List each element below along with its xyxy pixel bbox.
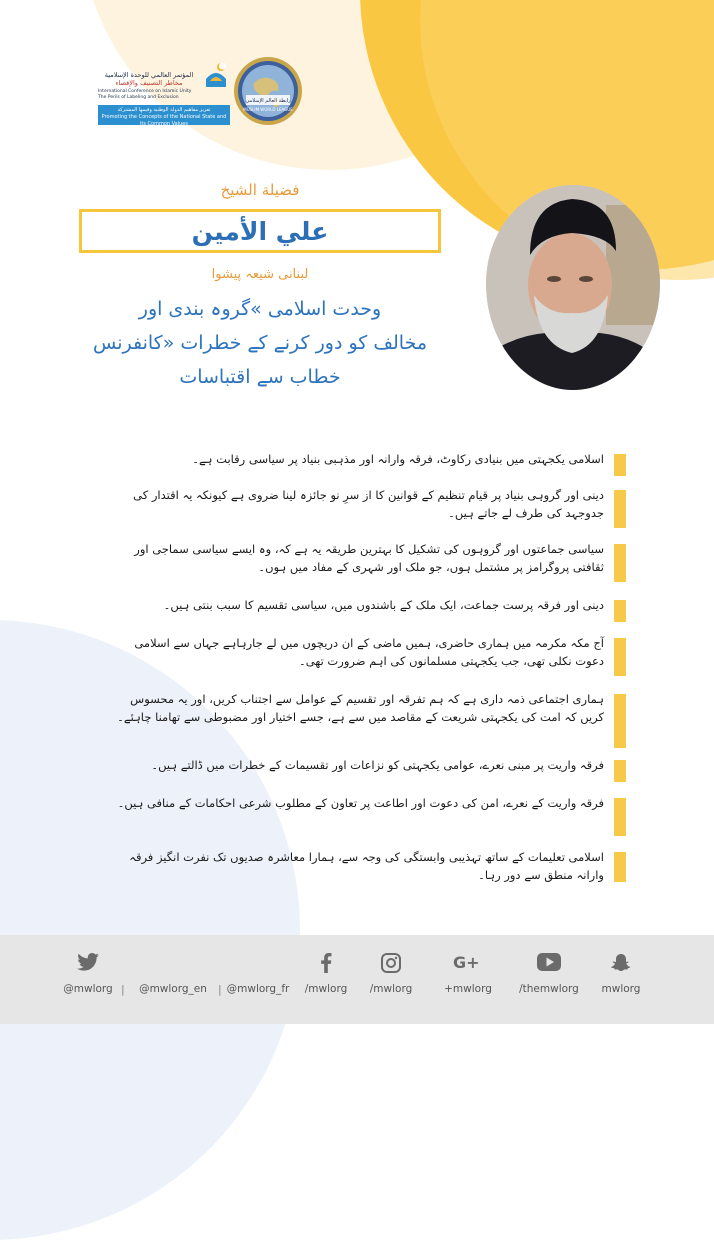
speaker-photo <box>486 185 660 390</box>
muslim-world-league-logo <box>232 55 304 127</box>
list-item: ہماری اجتماعی ذمہ داری ہے کہ ہم تفرقہ اور تقسیم کے عوامل سے اجتناب کریں، اور یہ محسوس کریں کہ امت کی یکجہتی شریعت کے مقاصد میں سے ہے، جسے اختیار اور مضبوطی سے تھامنا چاہئے۔ <box>110 690 626 756</box>
separator: | <box>121 983 125 996</box>
honorific: فضيلة الشيخ <box>220 181 300 199</box>
twitter-link[interactable] <box>58 935 118 1024</box>
quote-marker <box>614 694 626 748</box>
conference-title-ar: المؤتمر العالمي للوحدة الإسلامية مخاطر التصنيف والإقصاء <box>104 71 194 87</box>
list-item: آج مکہ مکرمہ میں ہماری حاضری، ہمیں ماضی کے ان دریچوں میں لے جارہاہے جہاں سے اسلامی دعوت نکلی تھی، جب یکجہتی مسلمانوں کی اہم ضرورت تھی۔ <box>110 634 626 690</box>
instagram-link[interactable] <box>360 935 422 1024</box>
snapchat-handle: mwlorg <box>601 983 641 995</box>
facebook-link[interactable] <box>296 935 356 1024</box>
google-plus-icon <box>453 953 483 971</box>
youtube-link[interactable] <box>512 935 586 1024</box>
list-item: اسلامی تعلیمات کے ساتھ تہذیبی وابستگی کی وجہ سے، ہمارا معاشرہ صدیوں تک نفرت انگیز فرقہ وارانہ منطق سے دور رہا۔ <box>110 848 626 888</box>
conference-logo <box>98 55 227 127</box>
quote-marker <box>614 600 626 622</box>
snapchat-link[interactable] <box>592 935 650 1024</box>
svg-text:رابطة العالم الإسلامي: رابطة العالم الإسلامي <box>245 98 291 104</box>
conference-banner: تعزيز مفاهيم الدولة الوطنية وقيمها المشتركة Promoting the Concepts of the National State and its Common Values <box>98 105 230 125</box>
quote-marker <box>614 798 626 836</box>
list-item: فرقہ واریت پر مبنی نعرے، عوامی یکجہتی کو نزاعات اور تقسیمات کے خطرات میں ڈالتے ہیں۔ <box>110 756 626 794</box>
google-plus-link[interactable] <box>434 935 502 1024</box>
speaker-name: علي الأمين <box>191 216 329 246</box>
title-block <box>70 175 450 394</box>
list-item: اسلامی یکجہتی میں بنیادی رکاوٹ، فرقہ وارانہ اور مذہبی بنیاد پر سیاسی رقابت ہے۔ <box>110 450 626 486</box>
header-logos <box>92 55 312 130</box>
page-heading: وحدت اسلامی »گروہ بندی اور مخالف کو دور کرنے کے خطرات «کانفرنس خطاب سے اقتباسات <box>92 298 428 388</box>
instagram-icon <box>381 953 401 973</box>
list-item: فرقہ واریت کے نعرے، امن کی دعوت اور اطاعت پر تعاون کے مطلوب شرعی احکامات کے منافی ہیں۔ <box>110 794 626 848</box>
quote-marker <box>614 544 626 582</box>
instagram-handle: /mwlorg <box>369 983 413 995</box>
quote-marker <box>614 638 626 676</box>
quote-marker <box>614 490 626 528</box>
twitter-handle-main: @mwlorg <box>63 983 113 995</box>
list-item: دینی اور گروہی بنیاد پر قیام تنظیم کے قوانین کا از سرِ نو جائزہ لینا ضروی ہے کیونکہ یہ اقتدار کی جدوجہد کی طرف لے جاتے ہیں۔ <box>110 486 626 540</box>
svg-text:MUSLIM WORLD LEAGUE: MUSLIM WORLD LEAGUE <box>243 107 293 112</box>
speaker-role: لبنانی شیعہ پیشوا <box>211 267 309 282</box>
speaker-portrait <box>486 185 660 390</box>
mosque-dome-icon <box>202 61 230 89</box>
facebook-icon <box>320 953 332 973</box>
separator: | <box>218 983 222 996</box>
twitter-en-link[interactable] <box>128 935 218 1024</box>
quote-marker <box>614 454 626 476</box>
list-item: دینی اور فرقہ پرست جماعت، ایک ملک کے باشندوں میں، سیاسی تقسیم کا سبب بنتی ہیں۔ <box>110 596 626 634</box>
list-item: سیاسی جماعتوں اور گروہوں کی تشکیل کا بہترین طریقہ یہ ہے کہ، وہ ایسے سیاسی سماجی اور ثقافتی پروگرامز پر مشتمل ہوں، جو ملک اور شہری کے مفاد میں ہوں۔ <box>110 540 626 596</box>
svg-text:G+: G+ <box>453 953 480 971</box>
snapchat-icon <box>611 953 631 973</box>
conference-title-en: International Conference on Islamic Unity The Perils of Labeling and Exclusion <box>98 89 192 100</box>
google-plus-handle: +mwlorg <box>444 983 492 995</box>
twitter-icon <box>77 953 99 971</box>
quote-marker <box>614 760 626 782</box>
quotes-list <box>110 450 626 888</box>
youtube-handle: /themwlorg <box>519 983 579 995</box>
quote-marker <box>614 852 626 882</box>
facebook-handle: /mwlorg <box>304 983 348 995</box>
name-box <box>79 209 441 253</box>
social-footer <box>0 935 714 1024</box>
twitter-fr-link[interactable] <box>222 935 294 1024</box>
youtube-icon <box>537 953 561 971</box>
twitter-handle-fr: @mwlorg_fr <box>226 983 290 995</box>
twitter-handle-en: @mwlorg_en <box>139 983 207 995</box>
